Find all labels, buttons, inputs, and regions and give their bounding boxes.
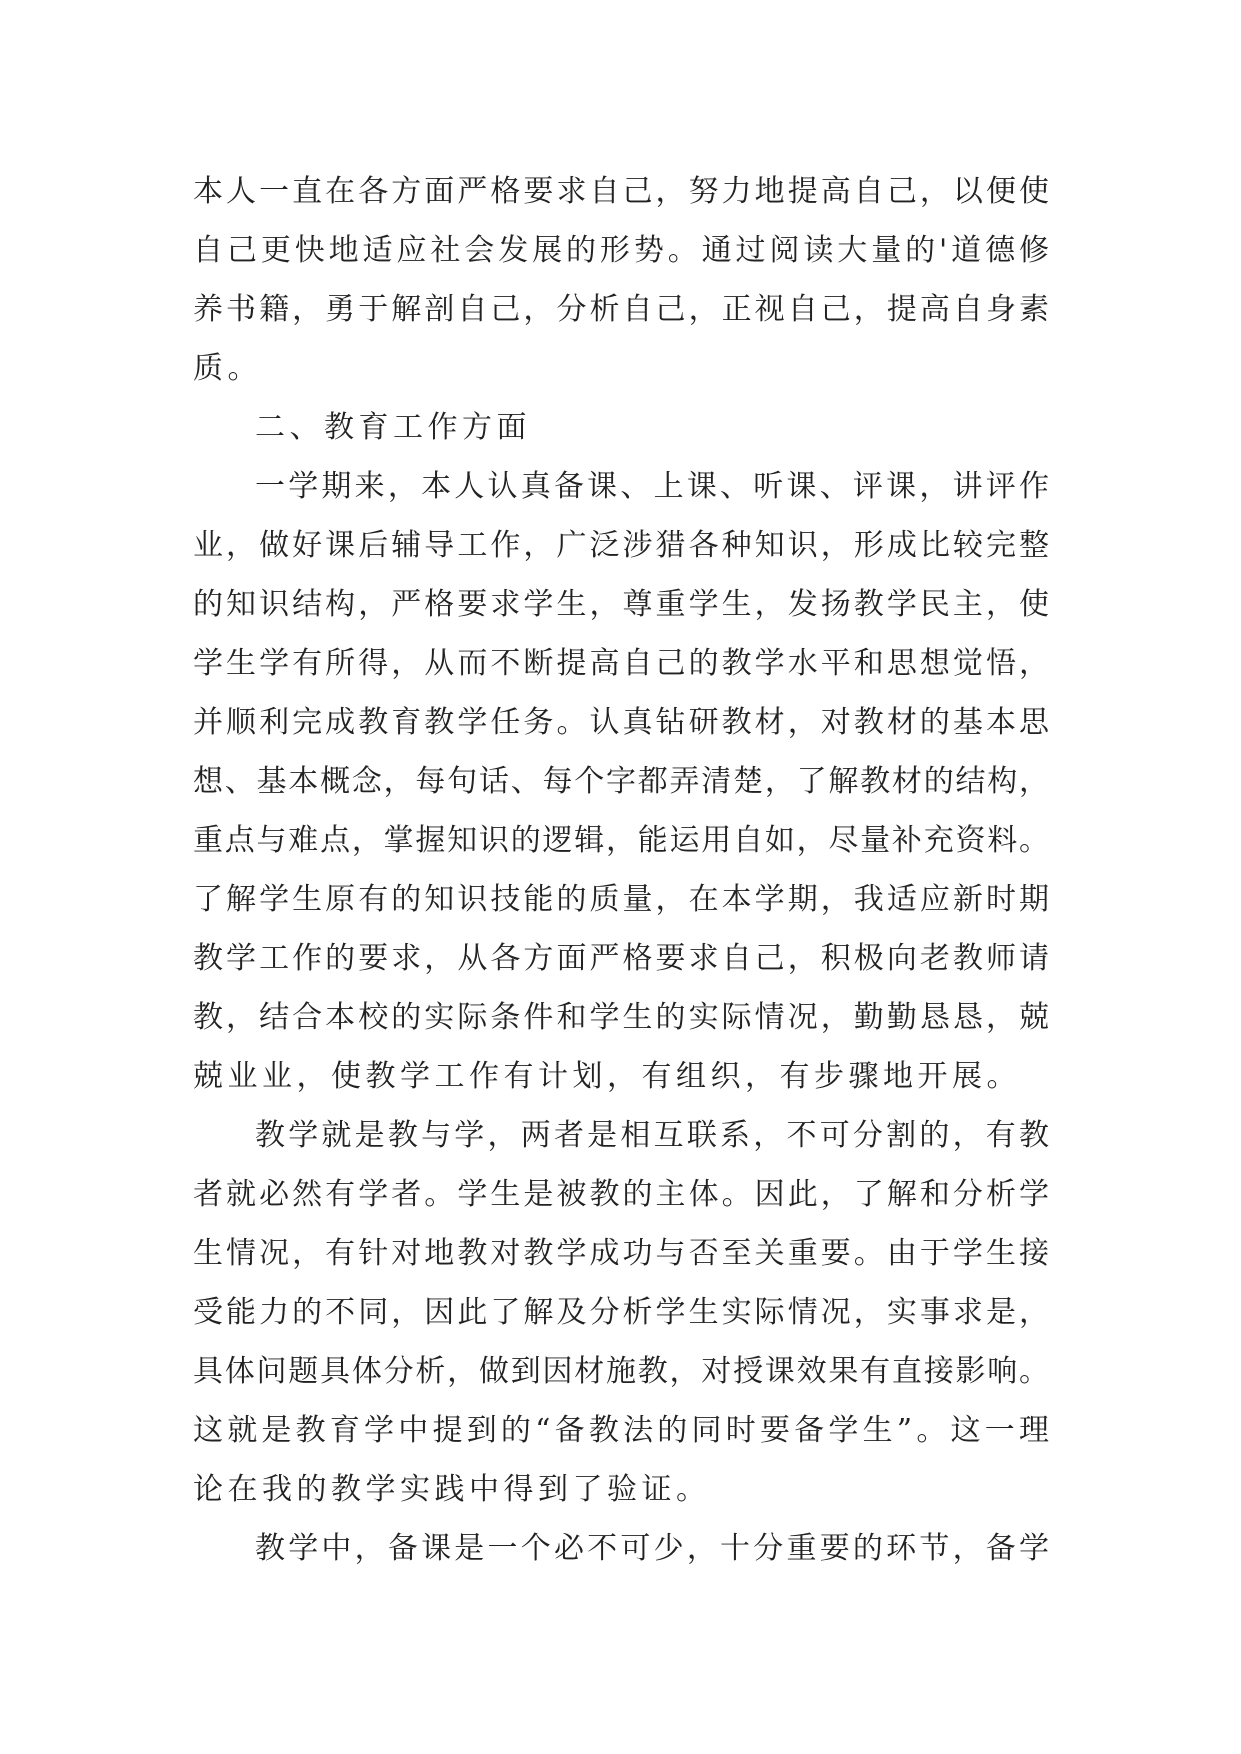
text-line: 生情况，有针对地教对教学成功与否至关重要。由于学生接 <box>193 1236 1049 1271</box>
text-line: 养书籍，勇于解剖自己，分析自己，正视自己，提高自身素 <box>193 292 1049 327</box>
text-line: 的知识结构，严格要求学生，尊重学生，发扬教学民主，使 <box>193 587 1049 622</box>
text-line: 受能力的不同，因此了解及分析学生实际情况，实事求是， <box>193 1295 1049 1330</box>
text-line: 自己更快地适应社会发展的形势。通过阅读大量的'道德修 <box>193 233 1049 268</box>
text-line: 了解学生原有的知识技能的质量，在本学期，我适应新时期 <box>193 882 1049 917</box>
text-line: 二、教育工作方面 <box>255 410 531 445</box>
text-line: 想、基本概念，每句话、每个字都弄清楚，了解教材的结构， <box>193 764 1049 799</box>
text-line: 教学就是教与学，两者是相互联系，不可分割的，有教 <box>255 1118 1049 1153</box>
text-line: 质。 <box>193 351 262 386</box>
text-line: 教学工作的要求，从各方面严格要求自己，积极向老教师请 <box>193 941 1049 976</box>
document-page <box>193 162 1049 1578</box>
text-line: 一学期来，本人认真备课、上课、听课、评课，讲评作 <box>255 469 1049 504</box>
text-line: 并顺利完成教育教学任务。认真钻研教材，对教材的基本思 <box>193 705 1049 740</box>
text-line: 教，结合本校的实际条件和学生的实际情况，勤勤恳恳，兢 <box>193 1000 1049 1035</box>
text-line: 学生学有所得，从而不断提高自己的教学水平和思想觉悟， <box>193 646 1049 681</box>
text-line: 本人一直在各方面严格要求自己，努力地提高自己，以便使 <box>193 174 1049 209</box>
text-line: 兢业业，使教学工作有计划，有组织，有步骤地开展。 <box>193 1059 1021 1094</box>
text-line: 教学中，备课是一个必不可少，十分重要的环节，备学 <box>255 1531 1049 1566</box>
text-line: 论在我的教学实践中得到了验证。 <box>193 1472 711 1507</box>
text-line: 这就是教育学中提到的“备教法的同时要备学生”。这一理 <box>193 1413 1049 1448</box>
text-line: 重点与难点，掌握知识的逻辑，能运用自如，尽量补充资料。 <box>193 823 1049 858</box>
text-line: 者就必然有学者。学生是被教的主体。因此，了解和分析学 <box>193 1177 1049 1212</box>
text-line: 具体问题具体分析，做到因材施教，对授课效果有直接影响。 <box>193 1354 1049 1389</box>
text-line: 业，做好课后辅导工作，广泛涉猎各种知识，形成比较完整 <box>193 528 1049 563</box>
